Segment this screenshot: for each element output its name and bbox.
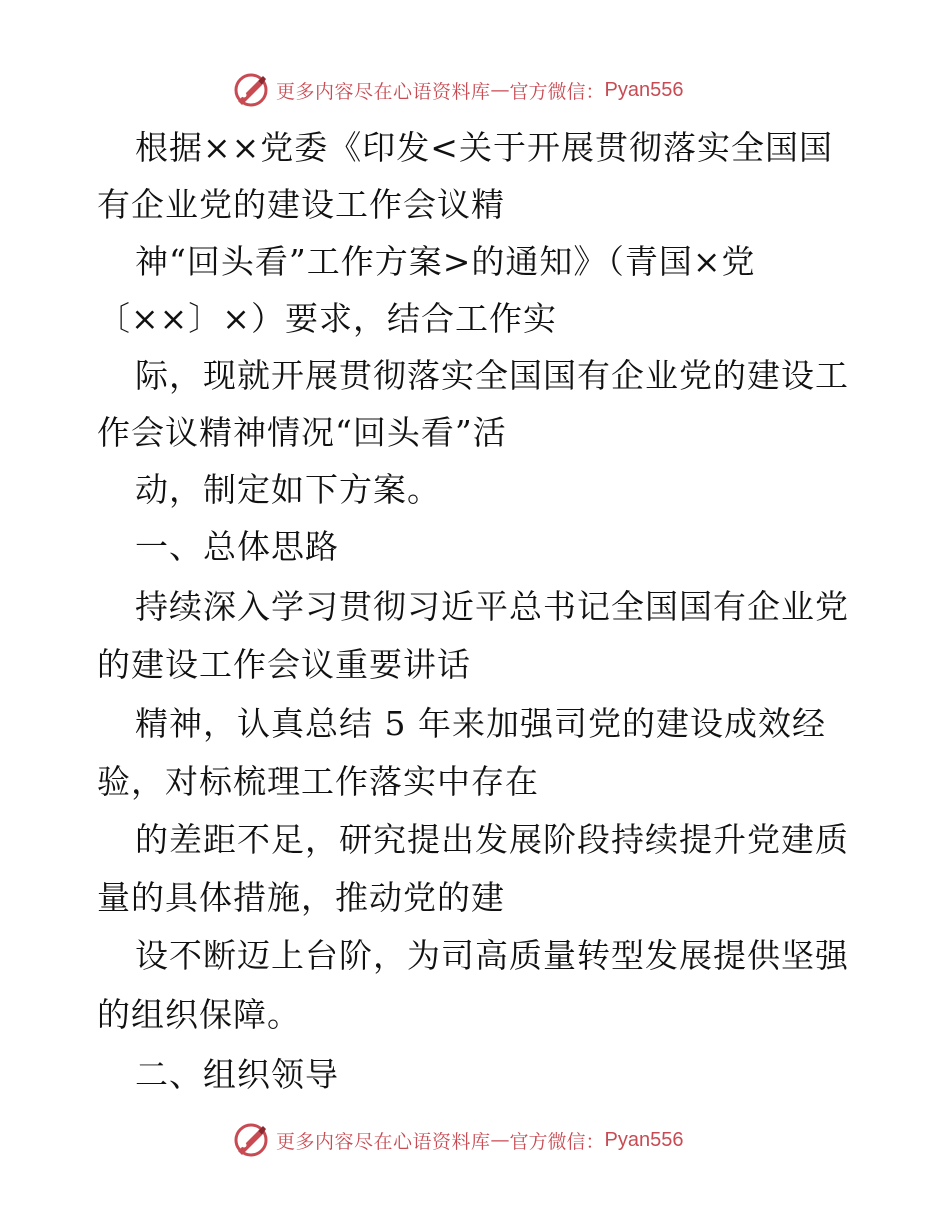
pen-seal-logo-icon [232, 1121, 270, 1159]
body-line: 量的具体措施，推动党的建 [97, 878, 505, 917]
pen-seal-logo-icon [232, 71, 270, 109]
header-watermark [0, 70, 950, 110]
watermark-wechat-id: Pyan556 [604, 78, 684, 101]
body-line: 〔××〕×）要求，结合工作实 [97, 299, 557, 338]
watermark-main-text: 更多内容尽在心语资料库 [276, 80, 491, 103]
body-line: 有企业党的建设工作会议精 [97, 185, 505, 224]
body-line: 的组织保障。 [97, 995, 301, 1034]
body-line: 神“回头看”工作方案>的通知》（青国×党 [135, 242, 756, 281]
body-line: 验，对标梳理工作落实中存在 [97, 762, 539, 801]
body-line: 的差距不足，研究提出发展阶段持续提升党建质 [135, 820, 849, 859]
watermark-sub-text: 官方微信： [509, 1130, 605, 1153]
watermark-separator: — [490, 79, 510, 101]
footer-watermark [0, 1120, 950, 1160]
section-heading: 二、组织领导 [135, 1055, 339, 1094]
watermark-main-text: 更多内容尽在心语资料库 [276, 1130, 491, 1153]
body-line: 的建设工作会议重要讲话 [97, 645, 471, 684]
body-line: 际，现就开展贯彻落实全国国有企业党的建设工 [135, 356, 849, 395]
watermark-separator: — [490, 1129, 510, 1151]
watermark-sub-text: 官方微信： [509, 80, 605, 103]
body-line: 持续深入学习贯彻习近平总书记全国国有企业党 [135, 587, 849, 626]
section-heading: 一、总体思路 [135, 527, 339, 566]
body-line: 设不断迈上台阶，为司高质量转型发展提供坚强 [135, 936, 849, 975]
body-line: 精神，认真总结 5 年来加强司党的建设成效经 [135, 704, 826, 743]
body-line: 作会议精神情况“回头看”活 [97, 413, 507, 452]
body-line: 动，制定如下方案。 [135, 470, 441, 509]
watermark-wechat-id: Pyan556 [604, 1128, 684, 1151]
body-line: 根据××党委《印发<关于开展贯彻落实全国国 [135, 128, 833, 167]
